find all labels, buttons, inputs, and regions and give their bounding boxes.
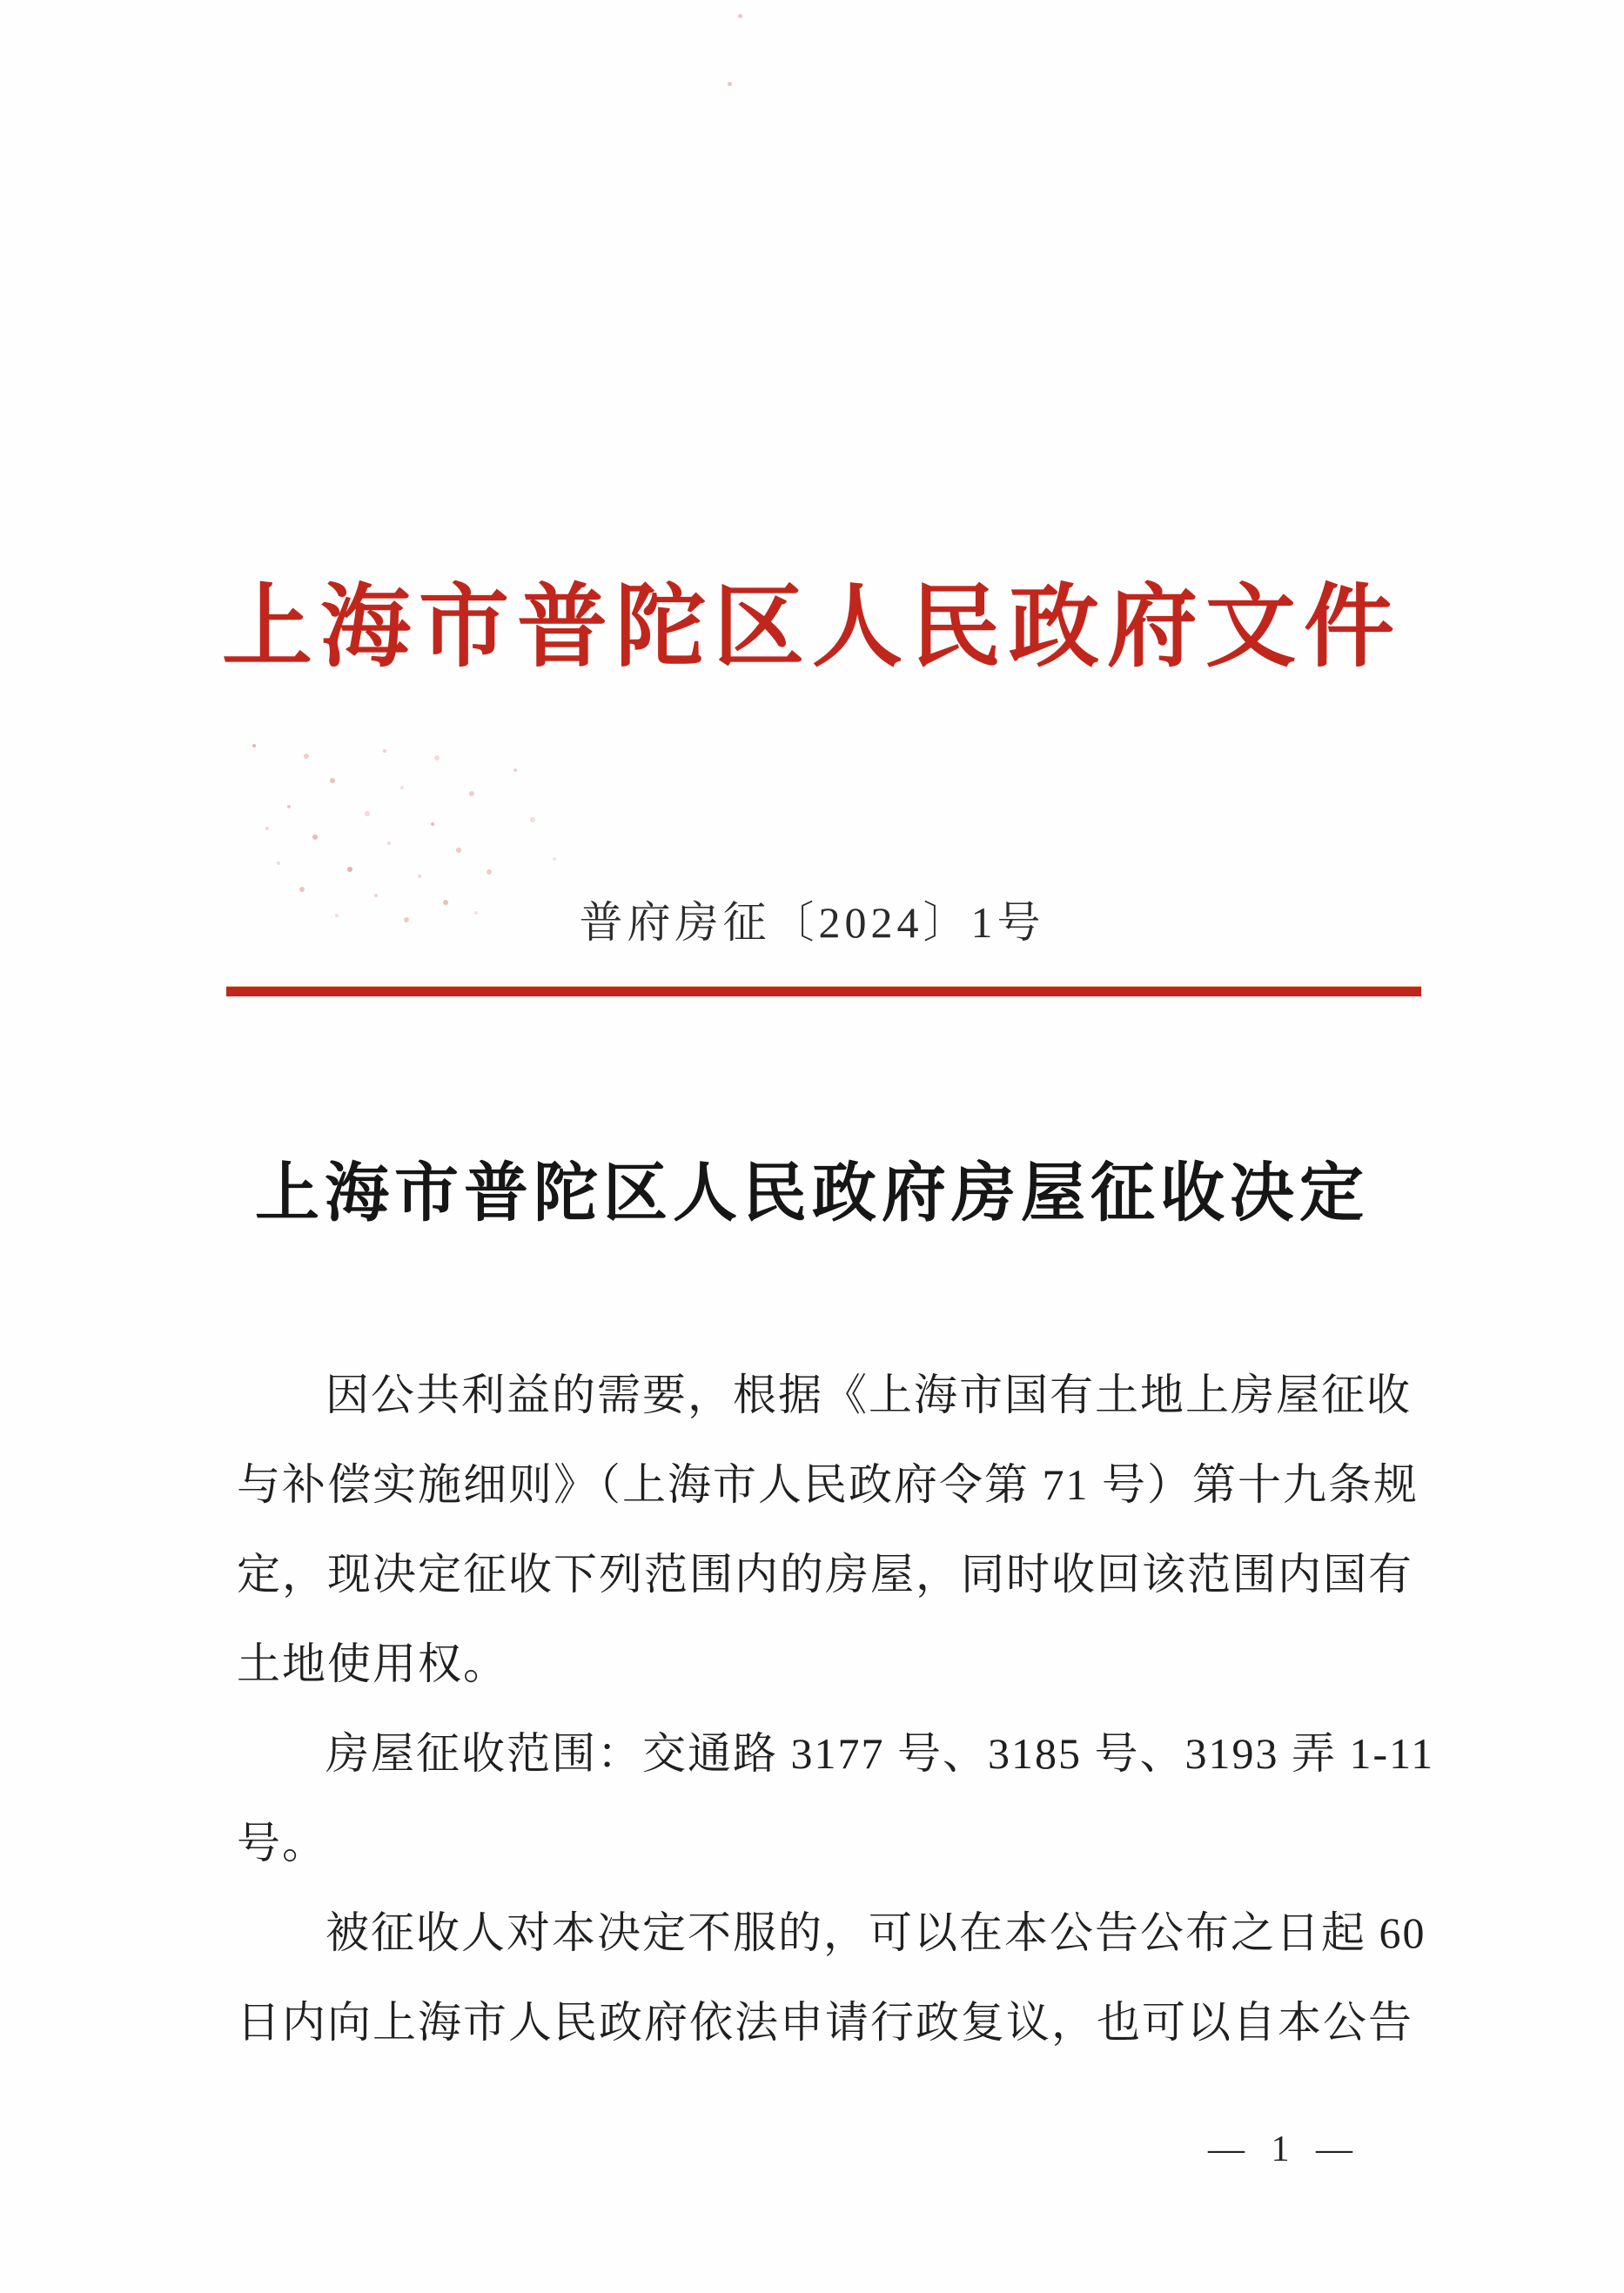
body-text-line: 定，现决定征收下列范围内的房屋，同时收回该范围内国有 xyxy=(237,1550,1413,1599)
body-text-line: 日内向上海市人民政府依法申请行政复议，也可以自本公告 xyxy=(237,1998,1413,2047)
scan-speck xyxy=(728,82,732,86)
stamp-remnant-noise xyxy=(252,744,256,748)
scan-speck xyxy=(738,14,742,18)
body-text-line: 号。 xyxy=(237,1819,327,1867)
body-text-line: 与补偿实施细则》（上海市人民政府令第 71 号）第十九条规 xyxy=(237,1460,1419,1509)
page-number: — 1 — xyxy=(1208,2129,1361,2169)
body-text-line: 土地使用权。 xyxy=(237,1639,508,1688)
document-title: 上海市普陀区人民政府房屋征收决定 xyxy=(255,1158,1369,1230)
document-header-title: 上海市普陀区人民政府文件 xyxy=(221,578,1402,678)
document-number: 普府房征〔2024〕1号 xyxy=(579,898,1045,947)
body-text-line: 因公共利益的需要，根据《上海市国有土地上房屋征收 xyxy=(325,1371,1412,1419)
body-text-line: 被征收人对本决定不服的，可以在本公告公布之日起 60 xyxy=(325,1908,1426,1957)
body-text-line: 房屋征收范围：交通路 3177 号、3185 号、3193 弄 1-11 xyxy=(325,1729,1435,1778)
document-body xyxy=(237,1351,1435,2068)
red-divider-line xyxy=(226,987,1421,996)
